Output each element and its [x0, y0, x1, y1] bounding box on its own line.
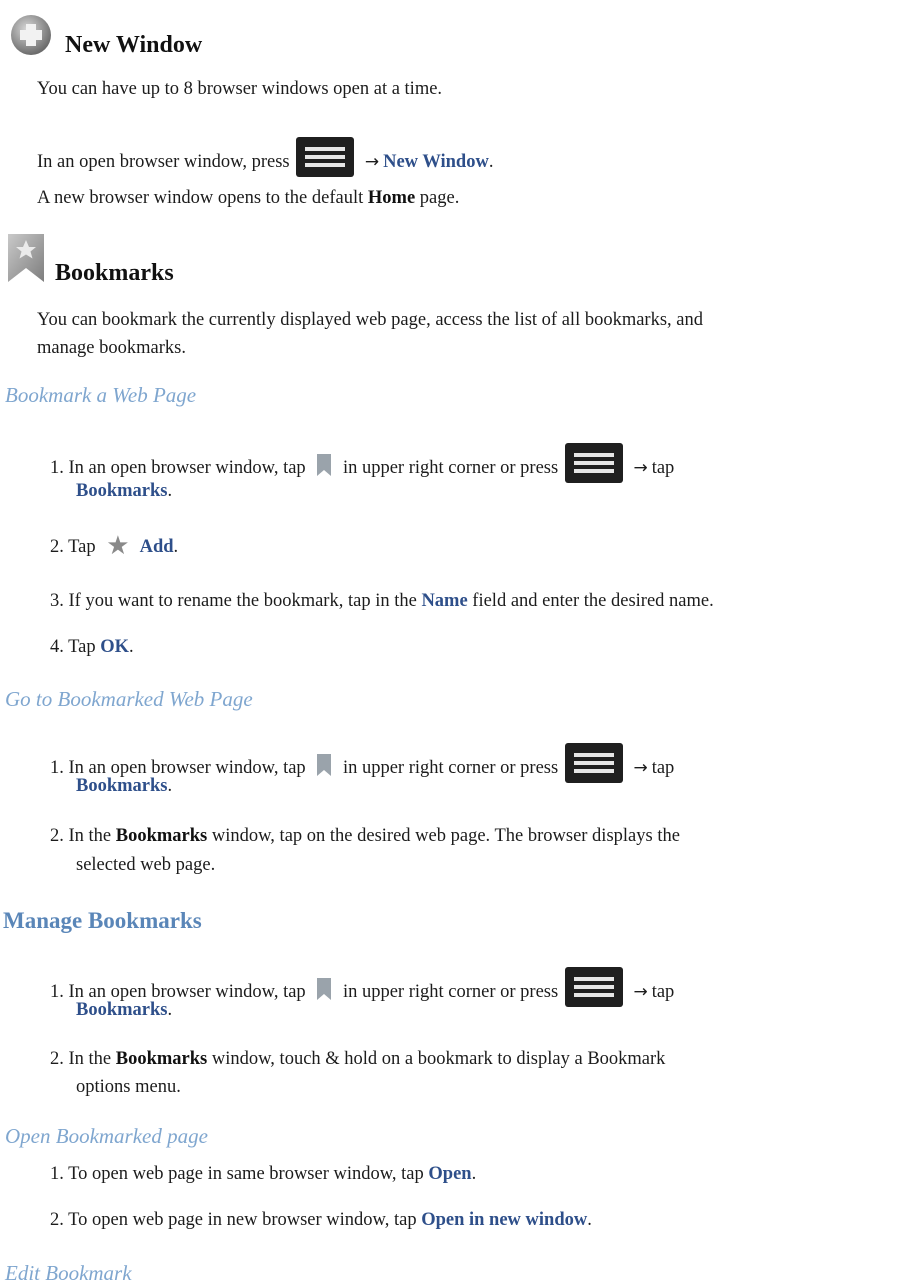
bookmark-ribbon-icon: [316, 453, 332, 477]
step-text: 4. Tap: [50, 637, 96, 657]
bookmark-step-1-cont: [76, 478, 172, 505]
step-text: 1. In an open browser window, tap: [50, 458, 306, 478]
step-text: field and enter the desired name.: [472, 591, 714, 611]
new-window-icon: [10, 14, 52, 65]
step-text: .: [587, 1210, 592, 1230]
bookmarks-intro-line-2: manage bookmarks.: [37, 338, 186, 358]
step-text: tap: [651, 758, 675, 778]
bookmark-step-3: [50, 588, 714, 615]
menu-icon: [565, 967, 623, 1007]
step-text: window, tap on the desired web page. The browser displays the: [211, 826, 680, 846]
go-to-step-2: [50, 823, 680, 850]
bookmarks-link: Bookmarks: [76, 481, 168, 501]
bookmarks-heading: Bookmarks: [55, 260, 174, 286]
new-window-link: New Window: [383, 152, 489, 172]
step-text: 2. Tap: [50, 537, 96, 557]
bookmarks-bold: Bookmarks: [115, 1049, 208, 1069]
bookmarks-link: Bookmarks: [76, 776, 168, 796]
edit-bookmark-heading: Edit Bookmark: [5, 1261, 132, 1285]
manage-step-2: [50, 1046, 665, 1073]
bookmark-ribbon-icon: [316, 753, 332, 777]
name-link: Name: [421, 591, 468, 611]
menu-icon: [296, 137, 354, 177]
step-text: window, touch & hold on a bookmark to display a Bookmark: [211, 1049, 666, 1069]
bookmark-ribbon-icon: [316, 977, 332, 1001]
step-text: tap: [651, 982, 675, 1002]
bookmarks-icon: [5, 232, 47, 293]
bookmark-step-4: [50, 634, 134, 661]
open-link: Open: [428, 1164, 472, 1184]
paragraph-text: In an open browser window, press: [37, 152, 290, 172]
step-text: .: [167, 776, 173, 796]
step-text: .: [129, 637, 134, 657]
step-text: .: [167, 1000, 173, 1020]
bookmarks-bold: Bookmarks: [115, 826, 208, 846]
manage-step-2-cont: options menu.: [76, 1077, 181, 1097]
open-in-new-window-link: Open in new window: [421, 1210, 588, 1230]
bookmark-step-2: [50, 533, 178, 561]
arrow-glyph: →: [633, 982, 648, 1002]
new-window-paragraph-3: [37, 185, 459, 212]
step-text: 3. If you want to rename the bookmark, tap in the: [50, 591, 417, 611]
paragraph-text: page.: [419, 188, 460, 208]
step-text: .: [173, 537, 179, 557]
go-to-step-2-cont: selected web page.: [76, 855, 216, 875]
add-link: Add: [139, 537, 174, 557]
new-window-paragraph-2: [37, 137, 493, 177]
step-text: 1. In an open browser window, tap: [50, 982, 306, 1002]
step-text: 2. In the: [50, 826, 112, 846]
paragraph-text: You can have up to 8 browser windows open at a time.: [37, 79, 443, 99]
bookmarks-intro-line-1: You can bookmark the currently displayed web page, access the list of all bookmarks, and: [37, 310, 703, 330]
step-text: in upper right corner or press: [342, 458, 559, 478]
menu-icon: [565, 443, 623, 483]
step-text: 2. To open web page in new browser window, tap: [50, 1210, 417, 1230]
home-bold: Home: [367, 188, 416, 208]
bookmark-step-1: [50, 443, 674, 483]
bookmark-page-heading: Bookmark a Web Page: [5, 383, 197, 407]
open-step-2: [50, 1207, 592, 1234]
go-to-heading: Go to Bookmarked Web Page: [5, 687, 253, 711]
open-step-1: [50, 1161, 476, 1188]
step-text: tap: [651, 458, 675, 478]
open-bookmarked-heading: Open Bookmarked page: [5, 1124, 208, 1148]
arrow-glyph: →: [633, 458, 648, 478]
manage-step-1-cont: [76, 997, 172, 1024]
star-icon: ★: [106, 531, 130, 560]
step-text: in upper right corner or press: [342, 758, 559, 778]
manage-bookmarks-heading: Manage Bookmarks: [3, 908, 202, 933]
arrow-glyph: →: [364, 152, 380, 172]
bookmarks-link: Bookmarks: [76, 1000, 168, 1020]
step-text: 2. In the: [50, 1049, 112, 1069]
paragraph-text: A new browser window opens to the default: [37, 188, 364, 208]
new-window-heading: New Window: [65, 32, 203, 58]
step-text: .: [167, 481, 173, 501]
ok-link: OK: [100, 637, 130, 657]
step-text: 1. To open web page in same browser window, tap: [50, 1164, 424, 1184]
step-text: 1. In an open browser window, tap: [50, 758, 306, 778]
paragraph-text: .: [488, 152, 494, 172]
step-text: .: [471, 1164, 477, 1184]
menu-icon: [565, 743, 623, 783]
step-text: in upper right corner or press: [342, 982, 559, 1002]
arrow-glyph: →: [633, 758, 648, 778]
go-to-step-1-cont: [76, 773, 172, 800]
new-window-paragraph-1: [37, 76, 442, 103]
